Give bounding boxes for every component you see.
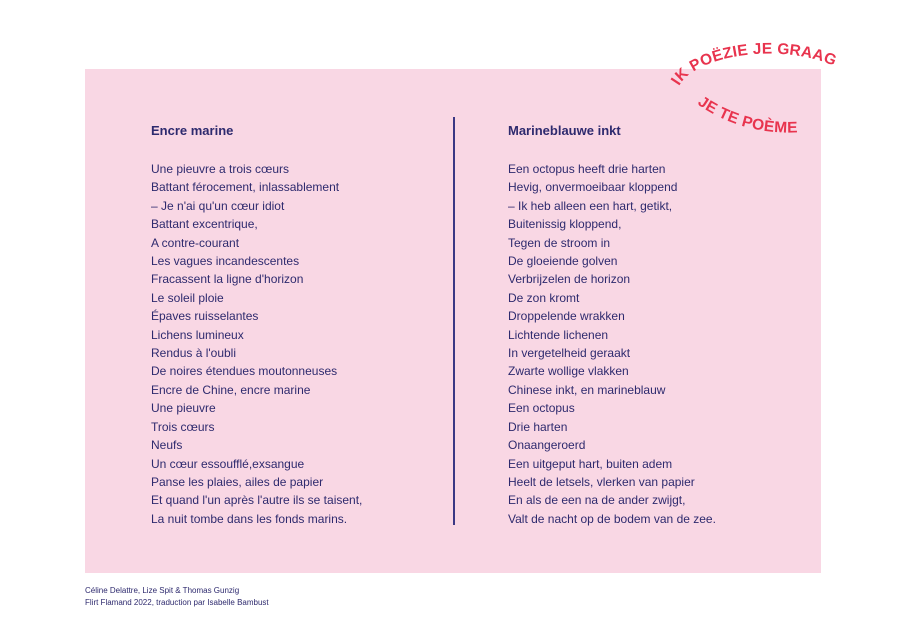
poem-line: Hevig, onvermoeibaar kloppend bbox=[508, 180, 678, 195]
poem-line: Panse les plaies, ailes de papier bbox=[151, 474, 324, 489]
poem-line: A contre-courant bbox=[151, 235, 240, 250]
poem-title-french: Encre marine bbox=[151, 123, 234, 138]
poem-line: Lichens lumineux bbox=[151, 327, 244, 342]
poem-line: Battant férocement, inlassablement bbox=[151, 180, 340, 195]
poem-line: Encre de Chine, encre marine bbox=[151, 382, 311, 397]
poem-line: Zwarte wollige vlakken bbox=[508, 364, 629, 379]
poem-line: Une pieuvre bbox=[151, 401, 216, 416]
poem-line: Fracassent la ligne d'horizon bbox=[151, 272, 304, 287]
poem-line: Een octopus bbox=[508, 401, 575, 416]
poem-line: De zon kromt bbox=[508, 290, 580, 305]
poem-french bbox=[151, 123, 451, 528]
poem-line: Een uitgeput hart, buiten adem bbox=[508, 456, 673, 471]
column-divider bbox=[453, 117, 455, 525]
poem-line: Les vagues incandescentes bbox=[151, 254, 300, 269]
poem-line: De gloeiende golven bbox=[508, 254, 618, 269]
poem-line: Le soleil ploie bbox=[151, 290, 224, 305]
poem-line: Lichtende lichenen bbox=[508, 327, 609, 342]
poem-line: Buitenissig kloppend, bbox=[508, 217, 622, 232]
credits-authors: Céline Delattre, Lize Spit & Thomas Gunzig bbox=[85, 586, 240, 595]
poem-line: En als de een na de ander zwijgt, bbox=[508, 493, 686, 508]
poem-line: Onaangeroerd bbox=[508, 438, 586, 453]
poem-line: Drie harten bbox=[508, 419, 568, 434]
poem-dutch bbox=[508, 123, 808, 528]
poem-line: Épaves ruisselantes bbox=[151, 309, 259, 324]
credits bbox=[85, 585, 269, 609]
poem-line: Et quand l'un après l'autre ils se taisent, bbox=[151, 493, 363, 508]
poem-line: De noires étendues moutonneuses bbox=[151, 364, 338, 379]
poem-line: Tegen de stroom in bbox=[508, 235, 611, 250]
poem-line: In vergetelheid geraakt bbox=[508, 346, 631, 361]
poem-lines-dutch bbox=[508, 160, 808, 528]
poem-line: Chinese inkt, en marineblauw bbox=[508, 382, 666, 397]
poem-line: Trois cœurs bbox=[151, 419, 215, 434]
poetry-stamp-logo bbox=[665, 40, 865, 150]
credits-source: Flirt Flamand 2022, traduction par Isabelle Bambust bbox=[85, 598, 269, 607]
poem-line: – Ik heb alleen een hart, getikt, bbox=[508, 198, 673, 213]
poem-line: Battant excentrique, bbox=[151, 217, 258, 232]
poem-lines-french bbox=[151, 160, 451, 528]
poem-line: Verbrijzelen de horizon bbox=[508, 272, 631, 287]
poem-line: Rendus à l'oubli bbox=[151, 346, 237, 361]
poem-line: Een octopus heeft drie harten bbox=[508, 162, 666, 176]
poem-line: Valt de nacht op de bodem van de zee. bbox=[508, 511, 716, 526]
poem-line: – Je n'ai qu'un cœur idiot bbox=[151, 198, 285, 213]
stamp-inner-text: JE TE POÈME bbox=[694, 93, 798, 137]
poem-title-dutch: Marineblauwe inkt bbox=[508, 123, 621, 138]
poem-line: Droppelende wrakken bbox=[508, 309, 625, 324]
poem-line: Un cœur essoufflé,exsangue bbox=[151, 456, 305, 471]
stamp-outer-text: IK POËZIE JE GRAAG bbox=[667, 40, 839, 89]
poem-line: Une pieuvre a trois cœurs bbox=[151, 162, 290, 176]
poem-line: Heelt de letsels, vlerken van papier bbox=[508, 474, 695, 489]
poem-line: Neufs bbox=[151, 438, 183, 453]
poem-line: La nuit tombe dans les fonds marins. bbox=[151, 511, 348, 526]
